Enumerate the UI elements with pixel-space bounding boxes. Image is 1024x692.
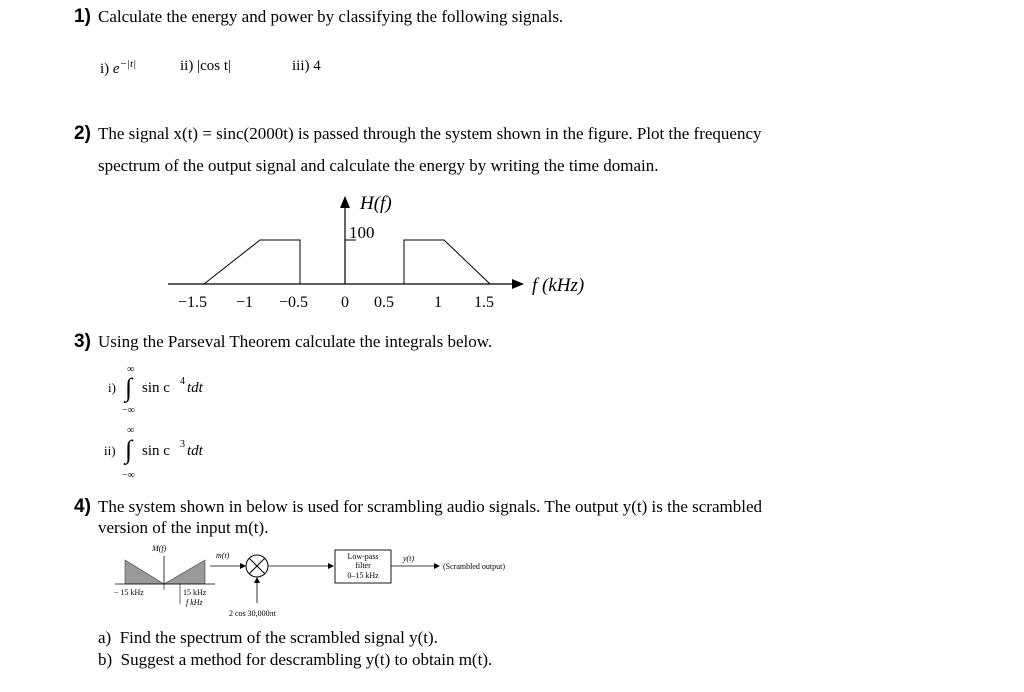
- q4-part-a-text: Find the spectrum of the scrambled signal y(t).: [119, 628, 438, 647]
- q4-line-2: version of the input m(t).: [98, 518, 269, 537]
- q4-neg-freq: − 15 kHz: [114, 588, 144, 597]
- q2-tick: 1: [434, 294, 442, 311]
- q4-carrier-arrow: [254, 577, 260, 583]
- q4-mid-arrow: [328, 563, 334, 569]
- q4-output-arrow: [434, 563, 440, 569]
- integral-sign-icon: ∫: [125, 435, 133, 464]
- q2-number: 2): [74, 123, 91, 144]
- q4-spectrum-left-triangle: [125, 560, 164, 584]
- q3-item-1-lower: −∞: [122, 405, 135, 416]
- q3-item-2-dt: tdt: [187, 443, 203, 459]
- q2-tick: −0.5: [279, 294, 309, 311]
- q3-item-1-dt: tdt: [187, 380, 203, 396]
- q1-item-3-label: iii): [292, 58, 310, 74]
- q4-carrier-label: 2 cos 30,000πt: [229, 609, 276, 618]
- q4-spectrum-right-triangle: [164, 560, 205, 584]
- q3-number: 3): [74, 331, 91, 352]
- q4-axis-label: f kHz: [186, 598, 203, 607]
- q3-item-2-upper: ∞: [127, 425, 135, 436]
- q1-item-2-label: ii): [180, 58, 194, 74]
- q2-tick: 0: [341, 294, 349, 311]
- q2-line-1: The signal x(t) = sinc(2000t) is passed through the system shown in the figure. Plot the frequency: [98, 124, 762, 143]
- q1-item-3-expr: 4: [313, 58, 321, 74]
- q3-item-1-upper: ∞: [127, 364, 135, 375]
- q1-text: Calculate the energy and power by classifying the following signals.: [98, 7, 564, 26]
- q4-filter-line-2: filter: [355, 561, 371, 570]
- q4-output-label: y(t): [403, 554, 415, 563]
- q3-item-1-label: i): [108, 380, 116, 395]
- q1-item-1-base: e: [112, 61, 120, 77]
- q1-item-2-expr: |cos t|: [197, 58, 232, 74]
- q1-number: 1): [74, 6, 91, 27]
- q2-y-label: H(f): [360, 193, 392, 214]
- q1-item-1-label: i): [100, 61, 110, 77]
- q4-output-note: (Scrambled output): [443, 562, 505, 571]
- q2-tick: 1.5: [474, 294, 494, 311]
- q2-tick: −1: [236, 294, 254, 311]
- q4-input-label: m(t): [216, 551, 230, 560]
- q4-part-b: [98, 650, 492, 670]
- q4-part-b-text: Suggest a method for descrambling y(t) to obtain m(t).: [120, 650, 493, 669]
- q4-part-a-label: a): [98, 628, 112, 647]
- q2-tick: −1.5: [178, 294, 208, 311]
- q3-text: Using the Parseval Theorem calculate the integrals below.: [98, 332, 493, 351]
- q4-input-arrow: [240, 563, 246, 569]
- q4-spectrum-label: M(f): [152, 544, 167, 553]
- q2-tick: 0.5: [374, 294, 394, 311]
- q4-filter-line-1: Low-pass: [347, 552, 379, 561]
- q3-item-2-lower: −∞: [122, 470, 135, 481]
- q1-item-1-exp: −|t|: [119, 58, 137, 70]
- q4-filter-line-3: 0–15 kHz: [347, 571, 379, 580]
- q2-line-2: spectrum of the output signal and calculate the energy by writing the time domain.: [98, 156, 659, 175]
- q4-number: 4): [74, 496, 91, 517]
- q2-x-label: f (kHz): [532, 275, 585, 296]
- q3-item-2-label: ii): [104, 443, 116, 458]
- q4-part-b-label: b): [98, 650, 113, 669]
- q2-level-label: 100: [349, 223, 375, 242]
- q3-item-2-integrand: sin c: [142, 443, 170, 459]
- integral-sign-icon: ∫: [125, 373, 133, 402]
- q4-pos-freq: 15 kHz: [183, 588, 207, 597]
- q3-item-1-power: 4: [180, 376, 185, 387]
- q3-item-1-integrand: sin c: [142, 380, 170, 396]
- q4-line-1: The system shown in below is used for scrambling audio signals. The output y(t) is the scrambled: [98, 497, 762, 516]
- q3-item-2-power: 3: [180, 439, 185, 450]
- q4-part-a: [98, 628, 438, 648]
